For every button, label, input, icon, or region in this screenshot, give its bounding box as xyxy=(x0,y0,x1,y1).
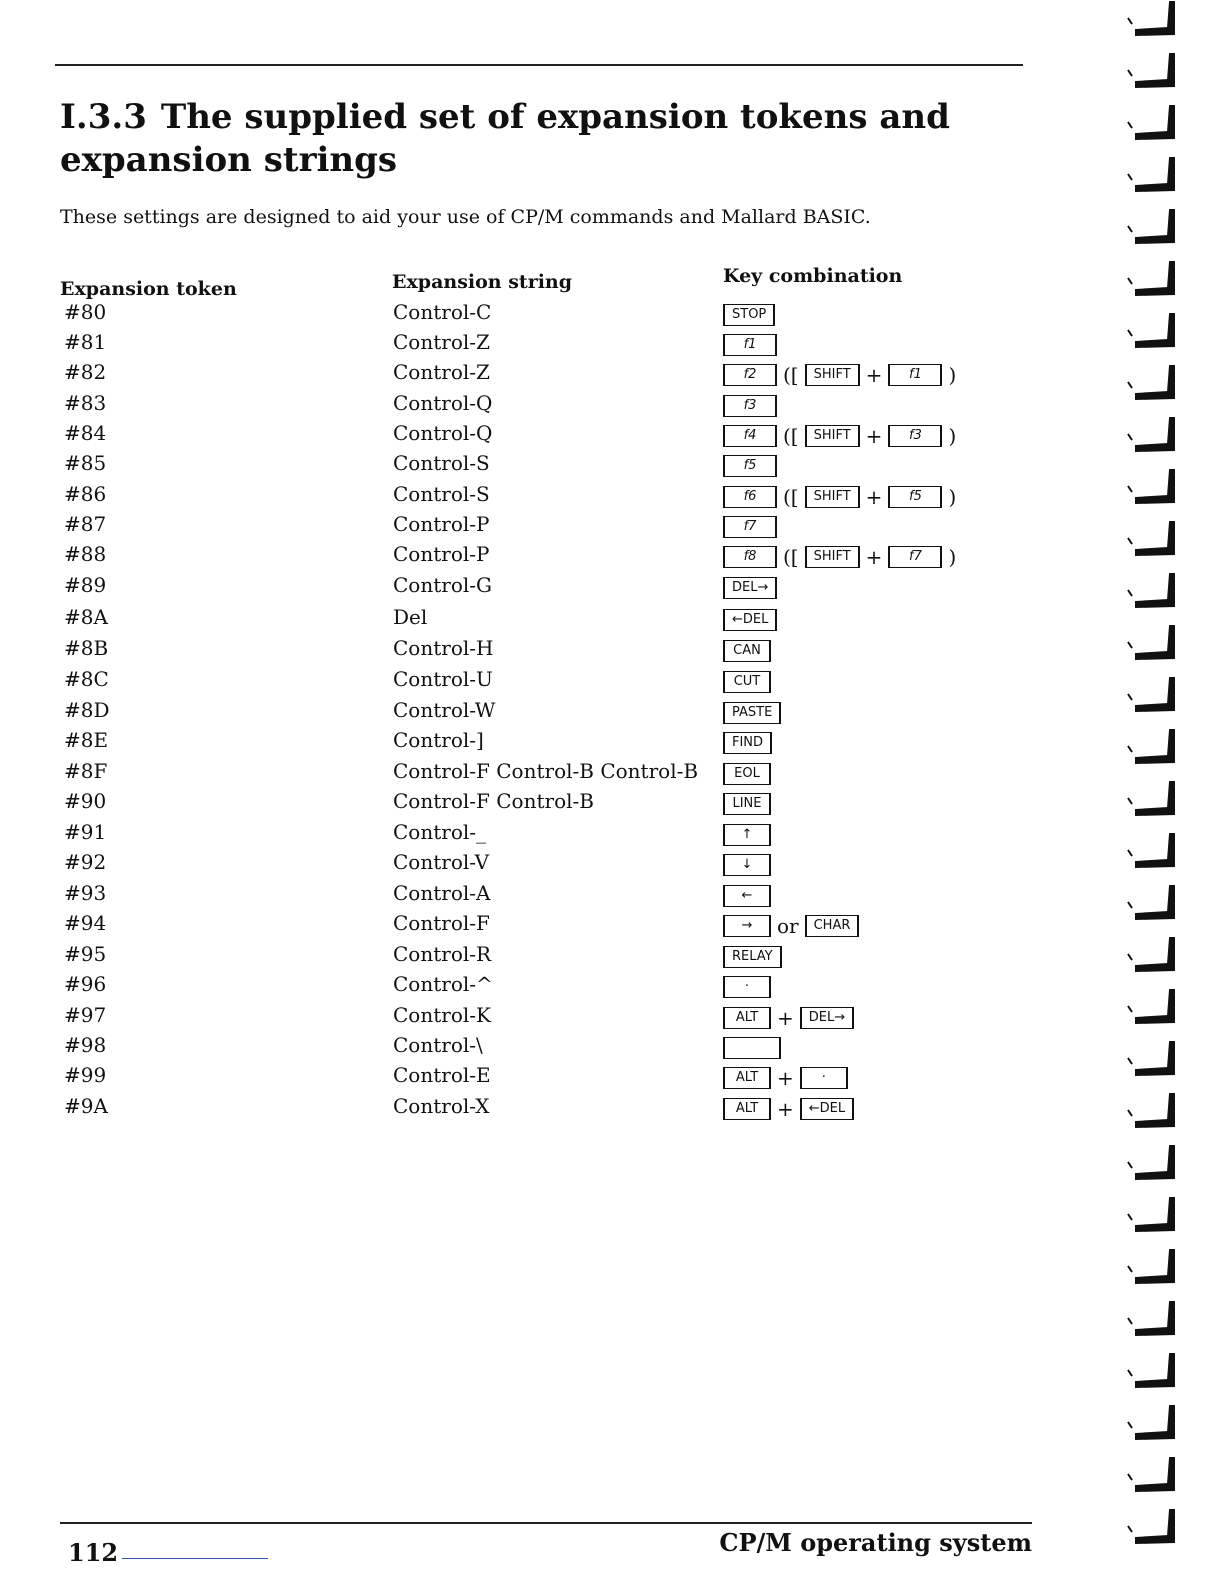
expansion-string-cell: Del xyxy=(393,605,428,629)
header-expansion-token: Expansion token xyxy=(60,278,237,300)
key-separator: + xyxy=(865,363,883,387)
expansion-string-cell: Control-A xyxy=(393,881,491,905)
header-expansion-string: Expansion string xyxy=(392,271,573,293)
binding-coil xyxy=(1128,522,1174,555)
expansion-token-cell: #86 xyxy=(64,482,107,506)
key-separator: ) xyxy=(948,363,957,387)
binding-coil xyxy=(1128,1198,1174,1231)
key-separator: ) xyxy=(948,545,957,569)
keycap: f4 xyxy=(723,425,777,447)
table-row xyxy=(0,972,1040,1002)
expansion-string-cell: Control-^ xyxy=(393,972,493,996)
table-row xyxy=(0,1094,1040,1124)
binding-coil xyxy=(1128,1302,1174,1335)
binding-coil xyxy=(1128,834,1174,867)
binding-coil xyxy=(1128,730,1174,763)
expansion-string-cell: Control-F xyxy=(393,911,490,935)
key-combination-cell xyxy=(723,972,771,1002)
table-row xyxy=(0,1063,1040,1093)
expansion-token-cell: #97 xyxy=(64,1003,107,1027)
table-row xyxy=(0,482,1040,512)
keycap: f5 xyxy=(888,486,942,508)
keycap: RELAY xyxy=(723,946,782,968)
table-row xyxy=(0,573,1040,603)
expansion-string-cell: Control-_ xyxy=(393,820,487,844)
key-separator: + xyxy=(865,545,883,569)
keycap: f1 xyxy=(723,334,777,356)
binding-coil xyxy=(1128,470,1174,503)
binding-coil xyxy=(1128,418,1174,451)
expansion-token-cell: #80 xyxy=(64,300,107,324)
key-combination-cell xyxy=(723,605,777,635)
key-separator: + xyxy=(777,1066,794,1090)
key-combination-cell xyxy=(723,512,777,542)
key-combination-cell xyxy=(723,911,859,941)
keycap: SHIFT xyxy=(805,486,860,508)
expansion-string-cell: Control-Q xyxy=(393,391,493,415)
keycap: ←DEL xyxy=(800,1098,854,1120)
expansion-token-cell: #99 xyxy=(64,1063,107,1087)
expansion-string-cell: Control-Q xyxy=(393,421,493,445)
section-title-text: The supplied set of expansion tokens and expansion strings xyxy=(60,97,950,180)
key-combination-cell xyxy=(723,789,771,819)
table-row xyxy=(0,789,1040,819)
binding-coil xyxy=(1128,314,1174,347)
keycap: f1 xyxy=(888,364,942,386)
table-row xyxy=(0,1003,1040,1033)
expansion-string-cell: Control-R xyxy=(393,942,492,966)
section-title xyxy=(60,96,1000,182)
keycap: STOP xyxy=(723,304,775,326)
keycap: LINE xyxy=(723,793,771,815)
keycap: CUT xyxy=(723,671,771,693)
key-combination-cell xyxy=(723,573,777,603)
key-combination-cell xyxy=(723,542,962,572)
table-row xyxy=(0,1033,1040,1063)
table-row xyxy=(0,300,1040,330)
key-combination-cell xyxy=(723,1063,848,1093)
expansion-token-cell: #8A xyxy=(64,605,108,629)
binding-coil xyxy=(1128,1354,1174,1387)
expansion-string-cell: Control-E xyxy=(393,1063,491,1087)
table-row xyxy=(0,512,1040,542)
expansion-token-cell: #89 xyxy=(64,573,107,597)
expansion-token-cell: #94 xyxy=(64,911,107,935)
keycap: f5 xyxy=(723,455,777,477)
expansion-token-cell: #8E xyxy=(64,728,109,752)
expansion-string-cell: Control-P xyxy=(393,542,490,566)
keycap: ALT xyxy=(723,1007,771,1029)
expansion-string-cell: Control-C xyxy=(393,300,492,324)
keycap: SHIFT xyxy=(805,546,860,568)
key-combination-cell xyxy=(723,482,962,512)
key-separator: + xyxy=(777,1006,794,1030)
binding-coil xyxy=(1128,1146,1174,1179)
table-row xyxy=(0,850,1040,880)
key-combination-cell xyxy=(723,421,962,451)
binding-coil xyxy=(1128,262,1174,295)
keycap: f3 xyxy=(888,425,942,447)
key-separator: ) xyxy=(948,485,957,509)
key-separator: ([ xyxy=(783,545,799,569)
keycap: DEL→ xyxy=(723,577,777,599)
expansion-token-cell: #8C xyxy=(64,667,109,691)
table-row xyxy=(0,759,1040,789)
key-combination-cell xyxy=(723,636,771,666)
expansion-token-cell: #8D xyxy=(64,698,110,722)
table-row xyxy=(0,330,1040,360)
key-combination-cell xyxy=(723,820,771,850)
key-separator: ([ xyxy=(783,424,799,448)
expansion-string-cell: Control-\ xyxy=(393,1033,483,1057)
footer-title: CP/M operating system xyxy=(719,1528,1032,1557)
expansion-string-cell: Control-Z xyxy=(393,330,490,354)
table-row xyxy=(0,881,1040,911)
binding-coil xyxy=(1128,626,1174,659)
expansion-token-cell: #85 xyxy=(64,451,107,475)
key-combination-cell xyxy=(723,330,777,360)
keycap: ↓ xyxy=(723,854,771,876)
key-separator: ([ xyxy=(783,485,799,509)
expansion-token-cell: #98 xyxy=(64,1033,107,1057)
page-number: 112 xyxy=(68,1538,119,1567)
expansion-token-cell: #81 xyxy=(64,330,107,354)
expansion-token-cell: #87 xyxy=(64,512,107,536)
table-row xyxy=(0,698,1040,728)
expansion-string-cell: Control-G xyxy=(393,573,492,597)
keycap: f8 xyxy=(723,546,777,568)
key-separator: or xyxy=(777,914,799,938)
key-combination-cell xyxy=(723,451,777,481)
expansion-token-cell: #93 xyxy=(64,881,107,905)
expansion-string-cell: Control-X xyxy=(393,1094,490,1118)
binding-coil xyxy=(1128,990,1174,1023)
expansion-token-cell: #8B xyxy=(64,636,109,660)
keycap: ← xyxy=(723,885,771,907)
keycap: f3 xyxy=(723,395,777,417)
binding-coil xyxy=(1128,1042,1174,1075)
key-combination-cell xyxy=(723,759,771,789)
expansion-string-cell: Control-F Control-B Control-B xyxy=(393,759,699,783)
expansion-token-cell: #91 xyxy=(64,820,107,844)
expansion-string-cell: Control-S xyxy=(393,451,490,475)
key-combination-cell xyxy=(723,300,775,330)
key-combination-cell xyxy=(723,881,771,911)
keycap: EOL xyxy=(723,763,771,785)
keycap: PASTE xyxy=(723,702,781,724)
table-row xyxy=(0,636,1040,666)
key-separator: + xyxy=(865,485,883,509)
keycap: ↑ xyxy=(723,824,771,846)
binding-coil xyxy=(1128,210,1174,243)
table-row xyxy=(0,421,1040,451)
keycap: ALT xyxy=(723,1067,771,1089)
binding-coil xyxy=(1128,1250,1174,1283)
expansion-token-cell: #95 xyxy=(64,942,107,966)
key-combination-cell xyxy=(723,360,962,390)
table-row xyxy=(0,451,1040,481)
keycap: · xyxy=(723,976,771,998)
expansion-string-cell: Control-H xyxy=(393,636,494,660)
intro-paragraph: These settings are designed to aid your use of CP/M commands and Mallard BASIC. xyxy=(60,206,871,228)
expansion-token-cell: #92 xyxy=(64,850,107,874)
keycap: CAN xyxy=(723,640,771,662)
binding-coil xyxy=(1128,678,1174,711)
keycap: → xyxy=(723,915,771,937)
binding-coil xyxy=(1128,1406,1174,1439)
keycap: DEL→ xyxy=(800,1007,854,1029)
expansion-string-cell: Control-P xyxy=(393,512,490,536)
binding-coil xyxy=(1128,1510,1174,1543)
table-row xyxy=(0,391,1040,421)
binding-coil xyxy=(1128,106,1174,139)
section-number: I.3.3 xyxy=(60,97,147,137)
keycap: f2 xyxy=(723,364,777,386)
binding-coil xyxy=(1128,366,1174,399)
key-combination-cell xyxy=(723,1003,854,1033)
keycap: f7 xyxy=(723,516,777,538)
key-separator: ) xyxy=(948,424,957,448)
binding-coil xyxy=(1128,2,1174,35)
expansion-token-cell: #90 xyxy=(64,789,107,813)
table-row xyxy=(0,911,1040,941)
table-row xyxy=(0,667,1040,697)
key-combination-cell xyxy=(723,391,777,421)
keycap: CHAR xyxy=(805,915,860,937)
key-combination-cell xyxy=(723,942,782,972)
expansion-string-cell: Control-Z xyxy=(393,360,490,384)
expansion-token-cell: #82 xyxy=(64,360,107,384)
page-number-rule xyxy=(122,1558,268,1559)
keycap: SHIFT xyxy=(805,425,860,447)
expansion-string-cell: Control-K xyxy=(393,1003,491,1027)
binding-coil xyxy=(1128,938,1174,971)
table-row xyxy=(0,942,1040,972)
binding-coil xyxy=(1128,54,1174,87)
table-row xyxy=(0,360,1040,390)
expansion-string-cell: Control-U xyxy=(393,667,493,691)
bottom-rule xyxy=(60,1522,1032,1524)
table-row xyxy=(0,605,1040,635)
key-separator: + xyxy=(865,424,883,448)
binding-coil xyxy=(1128,1458,1174,1491)
expansion-token-cell: #88 xyxy=(64,542,107,566)
header-key-combination: Key combination xyxy=(723,265,903,287)
key-combination-cell xyxy=(723,667,771,697)
binding-coil xyxy=(1128,574,1174,607)
table-row xyxy=(0,542,1040,572)
expansion-string-cell: Control-S xyxy=(393,482,490,506)
keycap: FIND xyxy=(723,732,772,754)
expansion-token-cell: #83 xyxy=(64,391,107,415)
expansion-token-cell: #8F xyxy=(64,759,108,783)
binding-coil xyxy=(1128,158,1174,191)
keycap: ←DEL xyxy=(723,609,777,631)
keycap: f7 xyxy=(888,546,942,568)
binding-coil xyxy=(1128,782,1174,815)
key-combination-cell xyxy=(723,850,771,880)
table-row xyxy=(0,728,1040,758)
key-separator: + xyxy=(777,1097,794,1121)
key-combination-cell xyxy=(723,698,781,728)
keycap: f6 xyxy=(723,486,777,508)
table-row xyxy=(0,820,1040,850)
keycap: ALT xyxy=(723,1098,771,1120)
expansion-token-cell: #9A xyxy=(64,1094,108,1118)
key-combination-cell xyxy=(723,1094,854,1124)
expansion-token-cell: #96 xyxy=(64,972,107,996)
key-combination-cell xyxy=(723,728,772,758)
keycap xyxy=(723,1037,781,1059)
keycap: SHIFT xyxy=(805,364,860,386)
expansion-token-cell: #84 xyxy=(64,421,107,445)
key-combination-cell xyxy=(723,1033,781,1063)
keycap: · xyxy=(800,1067,848,1089)
spiral-binding xyxy=(1122,0,1182,1584)
expansion-string-cell: Control-] xyxy=(393,728,484,752)
expansion-string-cell: Control-V xyxy=(393,850,490,874)
key-separator: ([ xyxy=(783,363,799,387)
expansion-string-cell: Control-W xyxy=(393,698,496,722)
top-rule xyxy=(55,64,1023,66)
expansion-string-cell: Control-F Control-B xyxy=(393,789,594,813)
binding-coil xyxy=(1128,1094,1174,1127)
binding-coil xyxy=(1128,886,1174,919)
